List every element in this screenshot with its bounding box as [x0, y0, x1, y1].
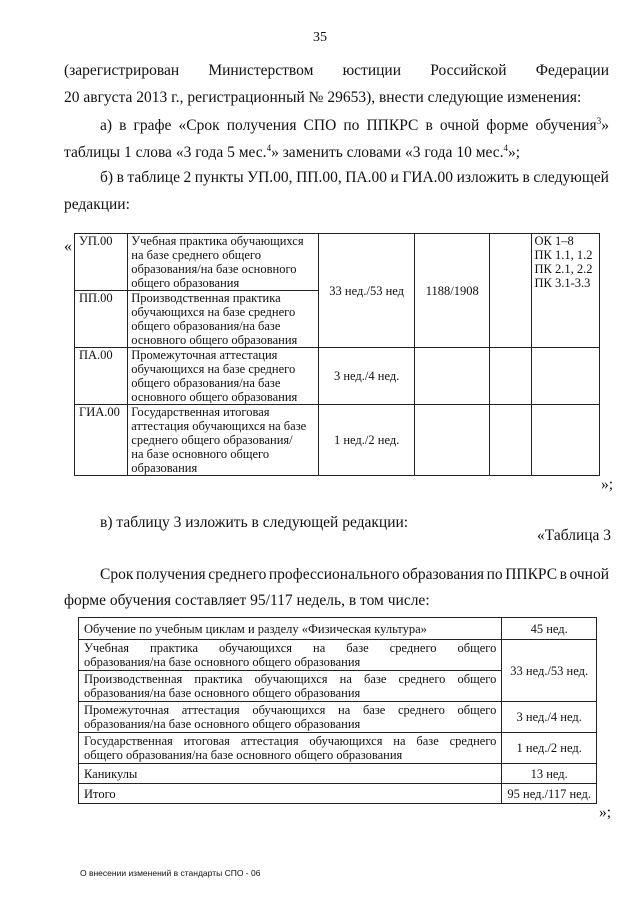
text-line: общего образования/на базе основного общего образования — [84, 748, 403, 762]
word: аттестация — [240, 734, 299, 748]
weeks-cell: 33 нед./53 нед — [318, 234, 415, 348]
table-row — [79, 702, 597, 733]
word: в — [119, 117, 127, 134]
desc-cell — [79, 640, 502, 671]
desc-cell — [79, 702, 502, 733]
text: таблицы 1 слова «3 года 5 мес. — [64, 144, 267, 161]
hours-cell: 1188/1908 — [415, 234, 490, 348]
word: Промежуточная — [84, 703, 170, 717]
table2-open-quote: « — [64, 238, 72, 255]
word: Российской — [430, 62, 507, 79]
word: получения — [135, 566, 206, 583]
page-number: 35 — [313, 30, 327, 45]
name-line: основного общего образования — [131, 390, 298, 404]
word: итоговая — [183, 734, 230, 748]
name-line: основного общего образования — [131, 333, 298, 347]
word: обучающихся — [252, 703, 326, 717]
name-line: среднего общего образования/ — [131, 433, 293, 447]
name-cell — [128, 405, 319, 476]
code-cell: ГИА.00 — [75, 405, 128, 476]
name-line: общего образования/на базе — [131, 376, 281, 390]
word: общего — [457, 641, 497, 655]
item-a-line-1 — [100, 115, 609, 134]
footnote-mark: 4 — [266, 142, 272, 153]
intro-line-1 — [64, 63, 609, 79]
word: ППКРС — [366, 117, 419, 134]
code-cell: ПА.00 — [75, 348, 128, 405]
name-cell — [128, 348, 319, 405]
code-cell: УП.00 — [75, 234, 128, 291]
word: таблице — [127, 169, 180, 186]
name-line: общего образования — [131, 276, 240, 290]
table-row — [79, 784, 597, 804]
quote: » — [601, 117, 609, 134]
word: изложить — [456, 169, 519, 186]
text-line: образования/на базе основного общего образования — [84, 686, 361, 700]
desc-cell — [79, 671, 502, 702]
table-row — [79, 618, 597, 640]
summary-line-1 — [100, 567, 609, 583]
weeks-cell: 1 нед./2 нед. — [318, 405, 415, 476]
word: б) — [100, 169, 114, 186]
word: в — [116, 169, 124, 186]
word: очной — [569, 566, 609, 583]
name-cell — [128, 291, 319, 348]
word: обучающихся — [309, 734, 383, 748]
word: УП.00, — [247, 169, 293, 186]
item-a-line-2 — [64, 142, 521, 161]
word: Федерации — [535, 62, 609, 79]
name-line: на базе основного общего — [131, 447, 270, 461]
empty-cell — [531, 348, 600, 405]
word: ППКРС — [505, 566, 558, 583]
word: обучающихся — [254, 672, 328, 686]
word: юстиции — [342, 62, 402, 79]
name-line: на базе среднего общего — [131, 248, 261, 262]
name-line: общего образования/на базе — [131, 319, 281, 333]
word: обучающихся — [219, 641, 293, 655]
word: в — [559, 566, 567, 583]
table-row — [75, 348, 600, 405]
item-b-line-2: редакции: — [64, 196, 130, 213]
competency: ПК 1.1, 1.2 — [534, 248, 593, 262]
word: обучения — [535, 117, 597, 134]
word: и — [390, 169, 399, 186]
word: на — [393, 734, 406, 748]
empty-cell — [415, 348, 490, 405]
name-line: аттестация обучающихся на базе — [131, 419, 307, 433]
word: на — [338, 703, 351, 717]
name-line: Учебная практика обучающихся — [131, 234, 304, 248]
competency: ОК 1–8 — [534, 234, 574, 248]
intro-line-2: 20 августа 2013 г., регистрационный № 29653), внести следующие изменения: — [64, 89, 582, 106]
word: СПО — [303, 117, 337, 134]
name-line: Промежуточная аттестация — [131, 348, 278, 362]
word: 2 — [183, 169, 192, 186]
competency: ПК 3.1-3.3 — [534, 276, 591, 290]
table-row — [75, 405, 600, 476]
item-b-line-1 — [100, 170, 609, 186]
name-line: обучающихся на базе среднего — [131, 305, 296, 319]
word: в — [522, 169, 530, 186]
word: Учебная — [84, 641, 130, 655]
desc-cell — [79, 733, 502, 764]
name-line: Государственная итоговая — [131, 405, 270, 419]
table-row — [79, 640, 597, 671]
word: Срок — [100, 566, 134, 583]
word: Государственная — [84, 734, 173, 748]
word: по — [343, 117, 360, 134]
word: получения — [226, 117, 297, 134]
text: » заменить словами «3 года 10 мес. — [271, 144, 504, 161]
desc-cell: Каникулы — [79, 764, 502, 784]
footnote-mark: 4 — [503, 142, 509, 153]
value-cell: 45 нед. — [502, 618, 597, 640]
justified-line — [84, 672, 496, 686]
word: аттестация — [181, 703, 240, 717]
word: Производственная — [84, 672, 183, 686]
table3-label: «Таблица 3 — [537, 527, 612, 544]
name-line: образования/на базе основного — [131, 262, 297, 276]
word: пункты — [194, 169, 244, 186]
value-cell: 1 нед./2 нед. — [502, 733, 597, 764]
word: базе — [346, 641, 369, 655]
word: базе — [362, 703, 386, 717]
word: очной — [439, 117, 480, 134]
word: на — [339, 672, 352, 686]
table2-close-quote: »; — [601, 476, 614, 493]
word: по — [486, 566, 503, 583]
desc-cell: Обучение по учебным циклам и разделу «Физическая культура» — [79, 618, 502, 640]
word: в — [425, 117, 433, 134]
word: Министерством — [208, 62, 314, 79]
value-cell: 13 нед. — [502, 764, 597, 784]
word: общего — [457, 672, 497, 686]
word: базе — [364, 672, 387, 686]
value-cell: 95 нед./117 нед. — [502, 784, 597, 804]
word: профессионального — [268, 566, 400, 583]
word: среднего — [449, 734, 497, 748]
word: ГИА.00 — [402, 169, 454, 186]
empty-cell — [415, 405, 490, 476]
competency: ПК 2.1, 2.2 — [534, 262, 593, 276]
footer-note: О внесении изменений в стандарты СПО - 06 — [80, 868, 261, 878]
competencies-cell — [531, 234, 600, 348]
word: среднего — [398, 703, 445, 717]
word: графе — [133, 117, 172, 134]
word: практика — [150, 641, 199, 655]
table-row — [79, 733, 597, 764]
code-cell: ПП.00 — [75, 291, 128, 348]
table3-close-quote: »; — [599, 804, 612, 821]
word: среднего — [208, 566, 267, 583]
word: базе — [416, 734, 439, 748]
word: а) — [100, 117, 113, 134]
word: следующей — [533, 169, 609, 186]
word-with-footnote — [535, 115, 609, 134]
value-cell: 3 нед./4 нед. — [502, 702, 597, 733]
table-2 — [74, 233, 600, 476]
footnote-mark: 3 — [596, 115, 602, 126]
name-line: образования — [131, 461, 198, 475]
justified-line — [84, 734, 496, 748]
empty-cell — [531, 405, 600, 476]
text-line: образования/на базе основного общего образования — [84, 655, 361, 669]
word: на — [313, 641, 326, 655]
empty-cell — [490, 348, 531, 405]
word: ПП.00, — [296, 169, 342, 186]
word: образования — [402, 566, 485, 583]
table-3 — [78, 617, 597, 804]
item-c: в) таблицу 3 изложить в следующей редакции: — [100, 514, 409, 531]
table-row — [79, 764, 597, 784]
summary-line-2: форме обучения составляет 95/117 недель, в том числе: — [64, 592, 430, 609]
value-cell: 33 нед./53 нед. — [502, 640, 597, 702]
word: форме — [486, 117, 529, 134]
justified-line — [84, 703, 496, 717]
text-line: образования/на базе основного общего образования — [84, 717, 361, 731]
word: практика — [194, 672, 243, 686]
justified-line — [84, 641, 496, 655]
text: »; — [508, 144, 521, 161]
name-line: обучающихся на базе среднего — [131, 362, 296, 376]
word: среднего — [398, 672, 446, 686]
word: «Срок — [178, 117, 220, 134]
empty-cell — [490, 234, 531, 348]
word: общего — [457, 703, 497, 717]
name-line: Производственная практика — [131, 291, 281, 305]
table-row — [75, 234, 600, 291]
name-cell — [128, 234, 319, 291]
empty-cell — [490, 405, 531, 476]
word: ПА.00 — [345, 169, 387, 186]
word: (зарегистрирован — [64, 62, 180, 79]
weeks-cell: 3 нед./4 нед. — [318, 348, 415, 405]
word: среднего — [389, 641, 437, 655]
desc-cell: Итого — [79, 784, 502, 804]
